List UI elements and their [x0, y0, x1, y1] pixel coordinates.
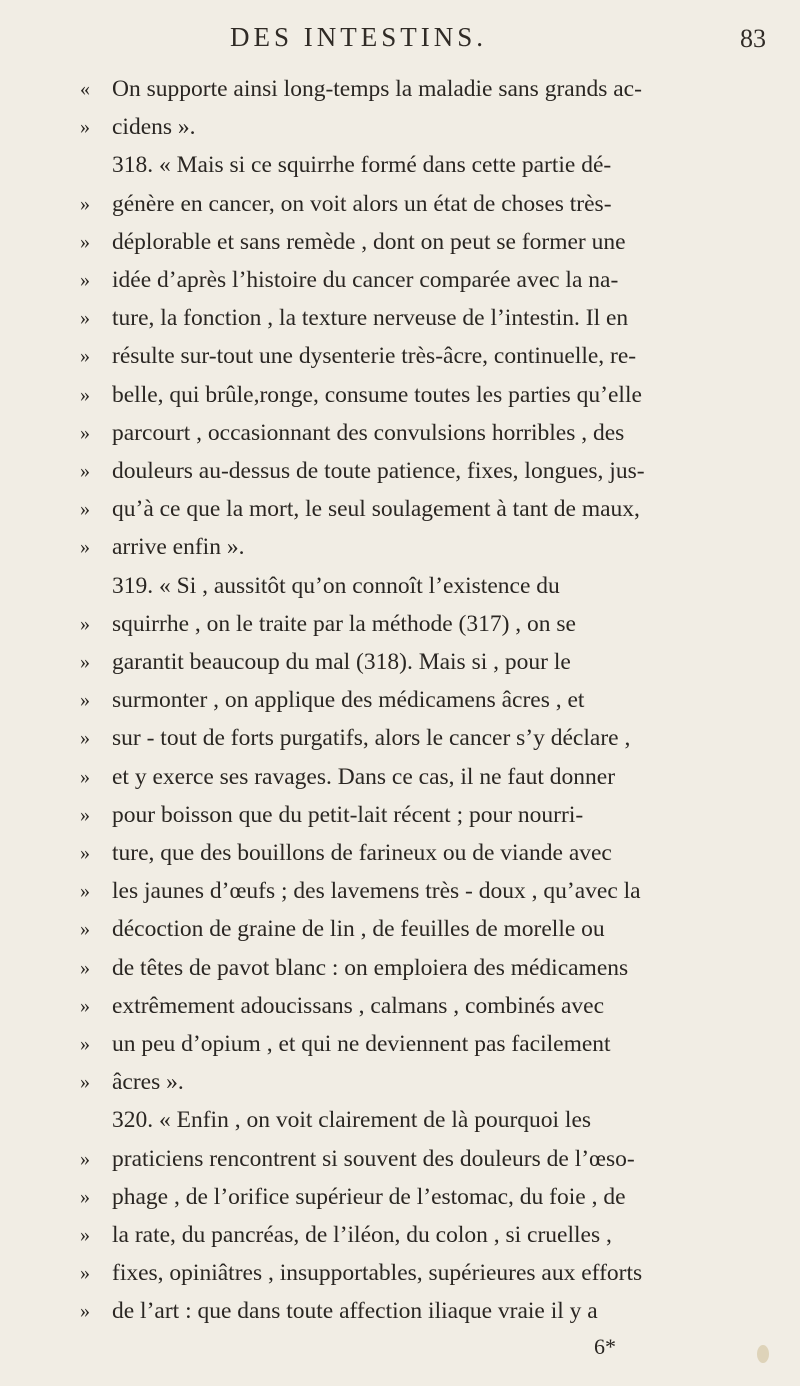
text-line — [0, 1027, 800, 1061]
text-line — [0, 187, 800, 221]
quote-mark: » — [80, 269, 90, 291]
line-text: déplorable et sans remède , dont on peut se former une — [112, 228, 626, 255]
line-text: et y exerce ses ravages. Dans ce cas, il ne faut donner — [112, 763, 616, 790]
line-text: parcourt , occasionnant des convulsions horribles , des — [112, 419, 625, 446]
page-header — [0, 22, 800, 62]
quote-mark: » — [80, 307, 90, 330]
quote-mark: » — [80, 383, 90, 406]
text-line — [0, 148, 800, 182]
line-text: belle, qui brûle,ronge, consume toutes les parties qu’elle — [112, 381, 642, 408]
line-text: douleurs au-dessus de toute patience, fixes, longues, jus- — [112, 458, 645, 484]
text-line — [0, 721, 800, 755]
text-line — [0, 798, 800, 832]
quote-mark: » — [80, 880, 90, 903]
text-line — [0, 569, 800, 603]
line-text: idée d’après l’histoire du cancer comparée avec la na- — [112, 267, 619, 293]
line-text: cidens ». — [112, 114, 196, 141]
text-line — [0, 225, 800, 259]
text-line — [0, 72, 800, 106]
line-text: arrive enfin ». — [112, 534, 245, 561]
line-text: de l’art : que dans toute affection iliaque vraie il y a — [112, 1298, 598, 1325]
paper-stain — [757, 1345, 769, 1363]
quote-mark: » — [80, 116, 90, 139]
text-line — [0, 1294, 800, 1328]
text-line — [0, 989, 800, 1023]
text-line — [0, 1256, 800, 1290]
text-line — [0, 454, 800, 488]
text-line — [0, 645, 800, 679]
text-line — [0, 912, 800, 946]
quote-mark: » — [80, 918, 90, 941]
line-text: ture, la fonction , la texture nerveuse de l’intestin. Il en — [112, 305, 629, 332]
text-line — [0, 760, 800, 794]
line-text: un peu d’opium , et qui ne deviennent pas facilement — [112, 1031, 611, 1057]
quote-mark: » — [80, 230, 90, 253]
line-text: 320. « Enfin , on voit clairement de là pourquoi les — [112, 1107, 592, 1134]
text-line — [0, 492, 800, 526]
quote-mark: » — [80, 1300, 90, 1323]
line-text: résulte sur-tout une dysenterie très-âcre, continuelle, re- — [112, 343, 637, 370]
page-number: 83 — [740, 24, 766, 53]
quote-mark: » — [80, 1147, 90, 1170]
text-line — [0, 874, 800, 908]
quote-mark: » — [80, 192, 90, 215]
quote-mark: » — [80, 1071, 90, 1094]
line-text: de têtes de pavot blanc : on emploiera des médicamens — [112, 954, 629, 981]
line-text: ture, que des bouillons de farineux ou de viande avec — [112, 840, 612, 866]
text-line — [0, 301, 800, 335]
text-line — [0, 607, 800, 641]
line-text: décoction de graine de lin , de feuilles de morelle ou — [112, 916, 605, 943]
quote-mark: » — [80, 612, 90, 635]
quote-mark: » — [80, 536, 90, 559]
line-text: sur - tout de forts purgatifs, alors le cancer s’y déclare , — [112, 725, 631, 752]
line-text: âcres ». — [112, 1069, 184, 1096]
text-line — [0, 378, 800, 412]
text-line — [0, 110, 800, 144]
quote-mark: » — [80, 421, 90, 444]
line-text: qu’à ce que la mort, le seul soulagement à tant de maux, — [112, 496, 640, 523]
text-line — [0, 1142, 800, 1176]
quote-mark: » — [80, 1224, 90, 1246]
quote-mark: » — [80, 498, 90, 521]
line-text: extrêmement adoucissans , calmans , combinés avec — [112, 992, 605, 1019]
running-title: DES INTESTINS. — [230, 22, 487, 52]
quote-mark: » — [80, 842, 90, 864]
text-line — [0, 1065, 800, 1099]
text-line — [0, 1103, 800, 1137]
text-line — [0, 339, 800, 373]
text-line — [0, 836, 800, 870]
quote-mark: » — [80, 1185, 90, 1208]
quote-mark: « — [80, 78, 90, 100]
line-text: phage , de l’orifice supérieur de l’estomac, du foie , de — [112, 1183, 626, 1210]
line-text: 318. « Mais si ce squirrhe formé dans cette partie dé- — [112, 152, 612, 179]
quote-mark: » — [80, 1033, 90, 1055]
quote-mark: » — [80, 460, 90, 482]
quote-mark: » — [80, 1262, 90, 1285]
text-line — [0, 416, 800, 450]
text-line — [0, 263, 800, 297]
line-text: génère en cancer, on voit alors un état de choses très- — [112, 190, 612, 217]
line-text: 319. « Si , aussitôt qu’on connoît l’existence du — [112, 572, 560, 599]
line-text: On supporte ainsi long-temps la maladie sans grands ac- — [112, 76, 642, 102]
line-text: pour boisson que du petit-lait récent ; pour nourri- — [112, 801, 584, 828]
line-text: squirrhe , on le traite par la méthode (317) , on se — [112, 610, 576, 637]
text-line — [0, 683, 800, 717]
line-text: praticiens rencontrent si souvent des douleurs de l’œso- — [112, 1145, 635, 1172]
text-line — [0, 1180, 800, 1214]
quote-mark: » — [80, 689, 90, 712]
quote-mark: » — [80, 994, 90, 1017]
line-text: les jaunes d’œufs ; des lavemens très - doux , qu’avec la — [112, 878, 641, 905]
quote-mark: » — [80, 727, 90, 750]
line-text: fixes, opiniâtres , insupportables, supérieures aux efforts — [112, 1260, 643, 1287]
quote-mark: » — [80, 345, 90, 368]
text-line — [0, 530, 800, 564]
line-text: surmonter , on applique des médicamens âcres , et — [112, 687, 585, 714]
signature-mark: 6* — [594, 1334, 616, 1359]
quote-mark: » — [80, 651, 90, 673]
text-line — [0, 1218, 800, 1252]
quote-mark: » — [80, 956, 90, 979]
quote-mark: » — [80, 803, 90, 826]
text-line — [0, 951, 800, 985]
line-text: la rate, du pancréas, de l’iléon, du colon , si cruelles , — [112, 1222, 612, 1248]
line-text: garantit beaucoup du mal (318). Mais si , pour le — [112, 649, 571, 675]
quote-mark: » — [80, 765, 90, 788]
